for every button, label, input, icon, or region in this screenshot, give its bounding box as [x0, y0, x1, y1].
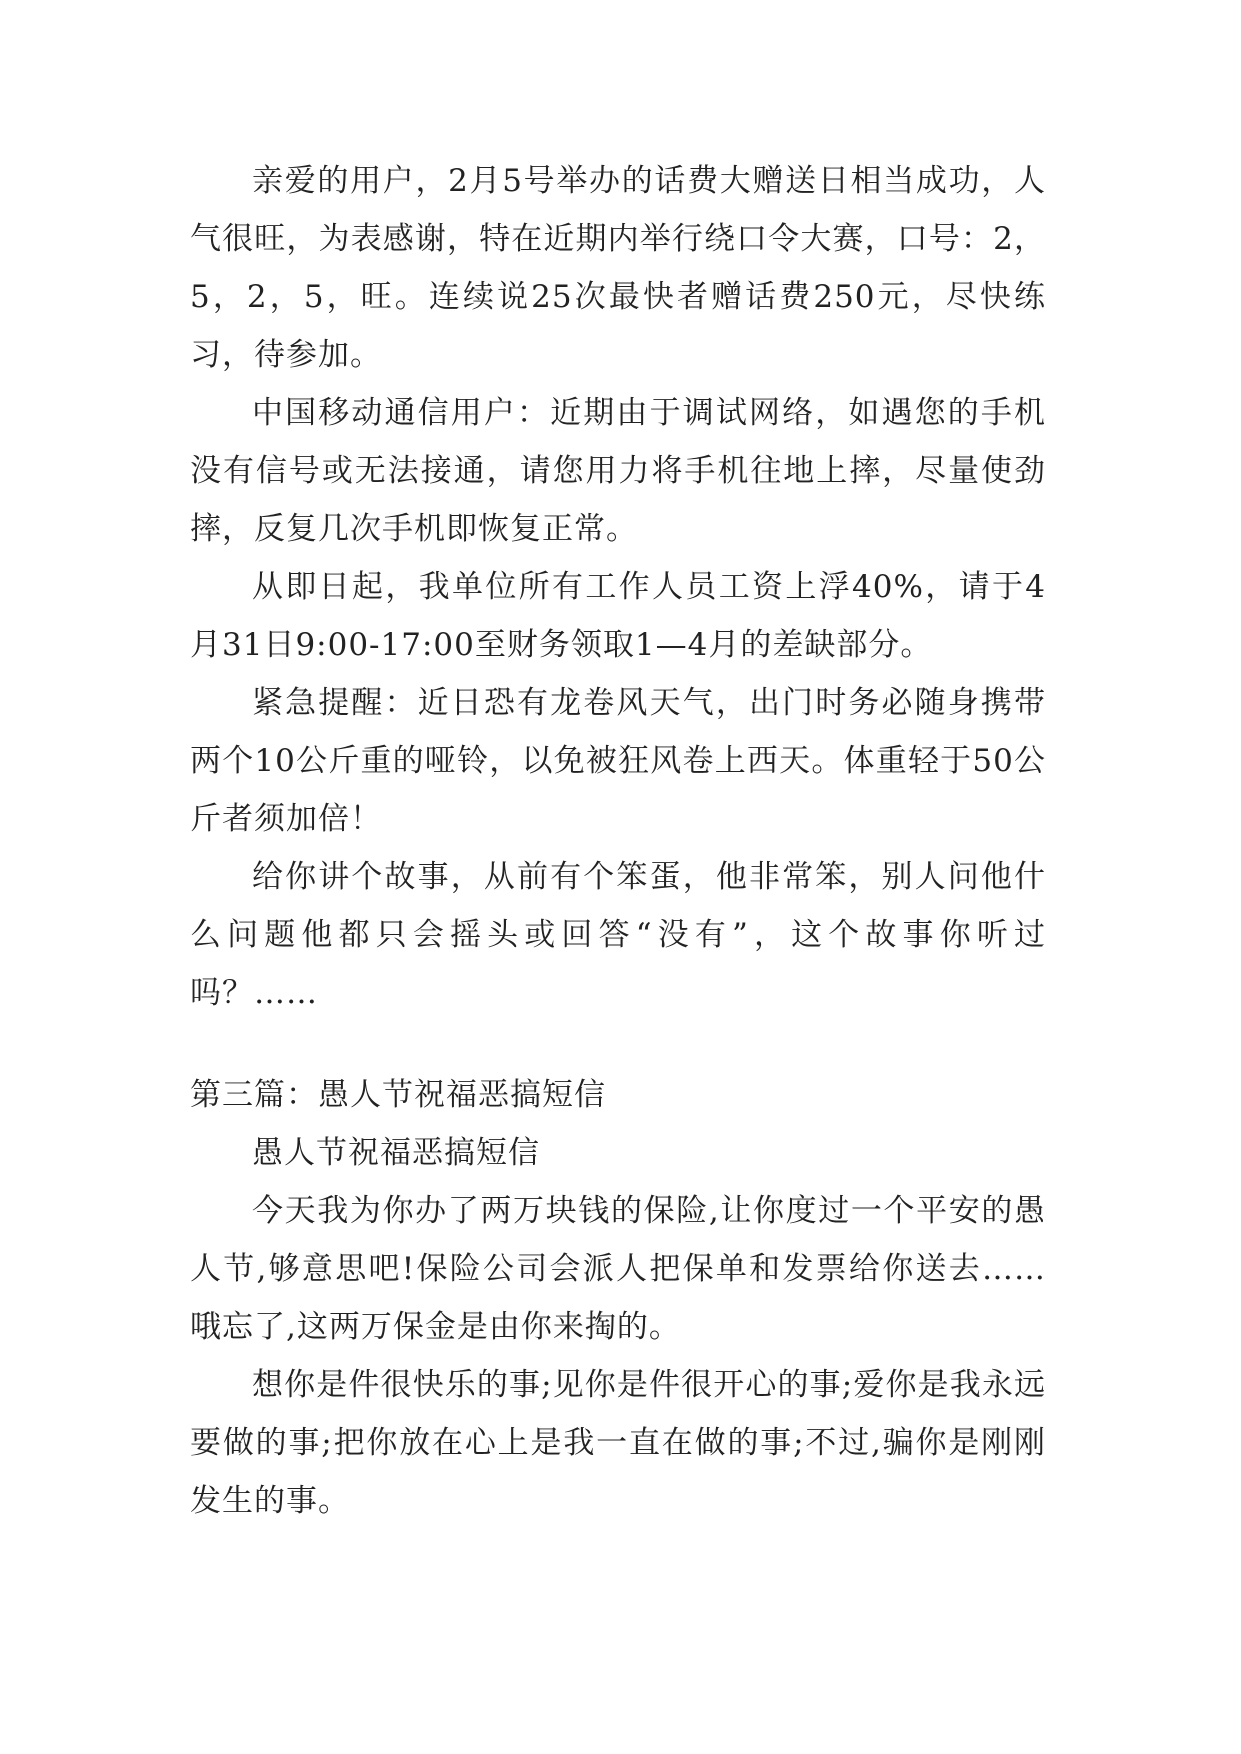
section-spacer — [190, 1022, 1046, 1066]
document-page — [190, 152, 1046, 1530]
paragraph-insurance: 今天我为你办了两万块钱的保险,让你度过一个平安的愚人节,够意思吧!保险公司会派人把保单和发票给你送去……哦忘了,这两万保金是由你来掏的。 — [190, 1193, 1046, 1345]
paragraph-miss-you: 想你是件很快乐的事;见你是件很开心的事;爱你是我永远要做的事;把你放在心上是我一直在做的事;不过,骗你是刚刚发生的事。 — [190, 1367, 1046, 1519]
paragraph-story: 给你讲个故事，从前有个笨蛋，他非常笨，别人问他什么问题他都只会摇头或回答“没有”，这个故事你听过吗？…… — [190, 859, 1046, 1011]
paragraph-recharge-contest: 亲爱的用户，2月5号举办的话费大赠送日相当成功，人气很旺，为表感谢，特在近期内举行绕口令大赛，口号：2，5，2，5，旺。连续说25次最快者赠话费250元，尽快练习，待参加。 — [190, 163, 1046, 373]
section-subheading: 愚人节祝福恶搞短信 — [252, 1135, 540, 1171]
paragraph-salary-notice: 从即日起，我单位所有工作人员工资上浮40%，请于4月31日9:00-17:00至财务领取1—4月的差缺部分。 — [190, 569, 1046, 663]
paragraph-tornado-alert: 紧急提醒：近日恐有龙卷风天气，出门时务必随身携带两个10公斤重的哑铃，以免被狂风卷上西天。体重轻于50公斤者须加倍！ — [190, 685, 1046, 837]
paragraph-mobile-notice: 中国移动通信用户：近期由于调试网络，如遇您的手机没有信号或无法接通，请您用力将手机往地上摔，尽量使劲摔，反复几次手机即恢复正常。 — [190, 395, 1046, 547]
section-heading: 第三篇：愚人节祝福恶搞短信 — [190, 1077, 606, 1113]
